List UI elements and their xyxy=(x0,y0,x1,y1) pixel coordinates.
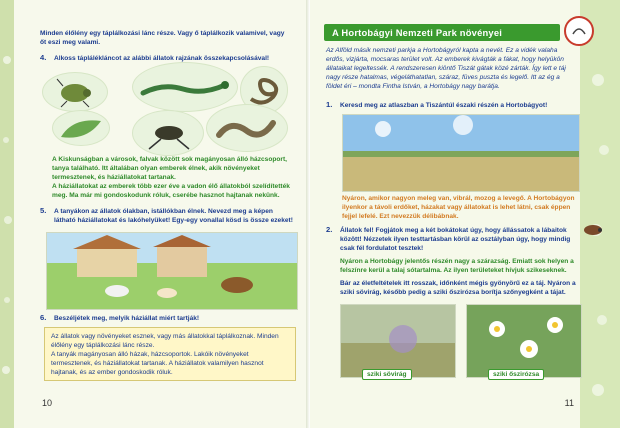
salinity-text: Nyáron a Hortobágy jelentős részén nagy a szárazság. Emiatt sok helyen a felszínre kerül a talaj sótartalma. Az ilyen területeket hívjuk szikeseknek. xyxy=(340,258,574,274)
intro-text: Minden élőlény egy táplálkozási lánc része. Vagy ő táplálkozik valamivel, vagy őt eszi meg valami. xyxy=(40,30,285,46)
flower-field-icon xyxy=(341,305,455,377)
farm-illustration[interactable] xyxy=(46,232,298,310)
right-decor-strip xyxy=(580,0,620,428)
lizard-drawing[interactable] xyxy=(132,62,238,112)
flowers-text: Bár az életfeltételek itt rosszak, időnként mégis gyönyörű ez a táj. Nyáron a sziki sövirág, később pedig a sziki őszirózsa borítja szőnyegként a tájat. xyxy=(340,280,576,296)
farm-icon xyxy=(47,233,297,309)
page-number-left: 10 xyxy=(42,398,53,408)
beetle-icon xyxy=(43,73,107,111)
task-5-text: A tanyákon az állatok ólakban, istállókban élnek. Nevezd meg a képen látható háziállatokat és lakóhelyüket! Egy-egy vonallal kösd is össze ezeket! xyxy=(54,208,293,224)
viper-drawing[interactable] xyxy=(206,104,288,152)
mirage-text: Nyáron, amikor nagyon meleg van, vibrál, mozog a levegő. A Hortobágyon ilyenkor a távoli erdőket, házakat vagy állatokat is lehet látni, csak éppen fejjel lefelé. Ezt nevezzük délibábnak. xyxy=(342,195,575,220)
right-page xyxy=(310,0,620,428)
summary-box xyxy=(44,327,296,381)
wildlife-silhouettes-icon xyxy=(580,0,620,428)
task-4-text: Alkoss táplálékláncot az alábbi állatok rajzának összekapcsolásával! xyxy=(54,55,270,62)
sovirag-photo[interactable] xyxy=(340,304,456,378)
cricket-drawing[interactable] xyxy=(132,110,204,156)
summary-text: Az állatok vagy növényeket esznek, vagy más állatokkal táplálkoznak. Minden élőlény egy táplálkozási lánc része. A tanyák magányosan álló házak, házcsoportok. Lakóik növényeket termesztenek, és háziállatokat tartanak. A háziállatok valamilyen hasznot hajtanak, és az ember gondoskodik róluk. xyxy=(51,333,279,376)
oszirozsa-photo[interactable] xyxy=(466,304,582,378)
task-6-number: 6. xyxy=(40,313,47,322)
leaf-icon xyxy=(53,111,109,145)
task-2-text: Állatok fel! Fogjátok meg a két bokátokat úgy, hogy állássatok a lábaitok között! Nézzetek ilyen testtartásban körül az osztályban úgy, hogy mindig csak fél fordulatot tesztek! xyxy=(340,227,571,252)
puszta-photo[interactable] xyxy=(342,114,580,192)
oszirozsa-label: sziki őszirózsa xyxy=(488,369,544,380)
domestication-text: A háziállatokat az emberek több ezer éve a vadon élő állatokból szelídítették meg. Ma már mi gondoskodunk róluk, cserébe hasznot hajtanak nekünk. xyxy=(52,183,290,199)
hortobagy-intro: Az Alföld másik nemzeti parkja a Hortobágyról kapta a nevét. Ez a vidék valaha erdős, vizjárta, mocsaras terület volt. Az emberek kivágták a fákat, hogy helyükön állataikat legeltessék. A rendszeresen kiöntő Tiszát gátak közé zárták. Így lett e táj nagy része hatalmas, végeláthatatlan, száraz, füves puszta és legelő. Itt az ég a földet éri – mondta Fintha István, a Hortobágy nagy barátja. xyxy=(326,47,566,90)
page-title-bar xyxy=(324,24,560,41)
left-decor-strip xyxy=(0,0,14,428)
hedgehog-icon xyxy=(582,220,604,236)
task-2-number: 2. xyxy=(326,225,333,234)
task-1-text: Keresd meg az atlaszban a Tiszántúl északi részén a Hortobágyot! xyxy=(340,102,548,109)
task-1-number: 1. xyxy=(326,100,333,109)
page-number-right: 11 xyxy=(564,398,574,408)
national-park-badge-icon xyxy=(564,16,594,46)
plant-drawing[interactable] xyxy=(52,110,110,146)
daisy-icon xyxy=(467,305,581,377)
sovirag-label: sziki sövirág xyxy=(362,369,412,380)
lizard-icon xyxy=(133,63,237,111)
kiskunsag-text: A Kiskunságban a városok, falvak között sok magányosan álló házcsoport, tanya található. Itt általában olyan emberek élnek, akik növényeket termesztenek, és háziállatokat tartanak. xyxy=(52,156,288,181)
page-title: A Hortobágyi Nemzeti Park növényei xyxy=(332,27,503,38)
plant-silhouette-icon xyxy=(0,0,14,428)
task-5-number: 5. xyxy=(40,206,47,215)
task-4-number: 4. xyxy=(40,53,47,62)
cricket-icon xyxy=(133,111,203,155)
beetle-drawing[interactable] xyxy=(42,72,108,112)
task-6-text: Beszéljétek meg, melyik háziállat miért tartják! xyxy=(54,315,200,322)
landscape-icon xyxy=(343,115,579,191)
viper-icon xyxy=(207,105,287,151)
